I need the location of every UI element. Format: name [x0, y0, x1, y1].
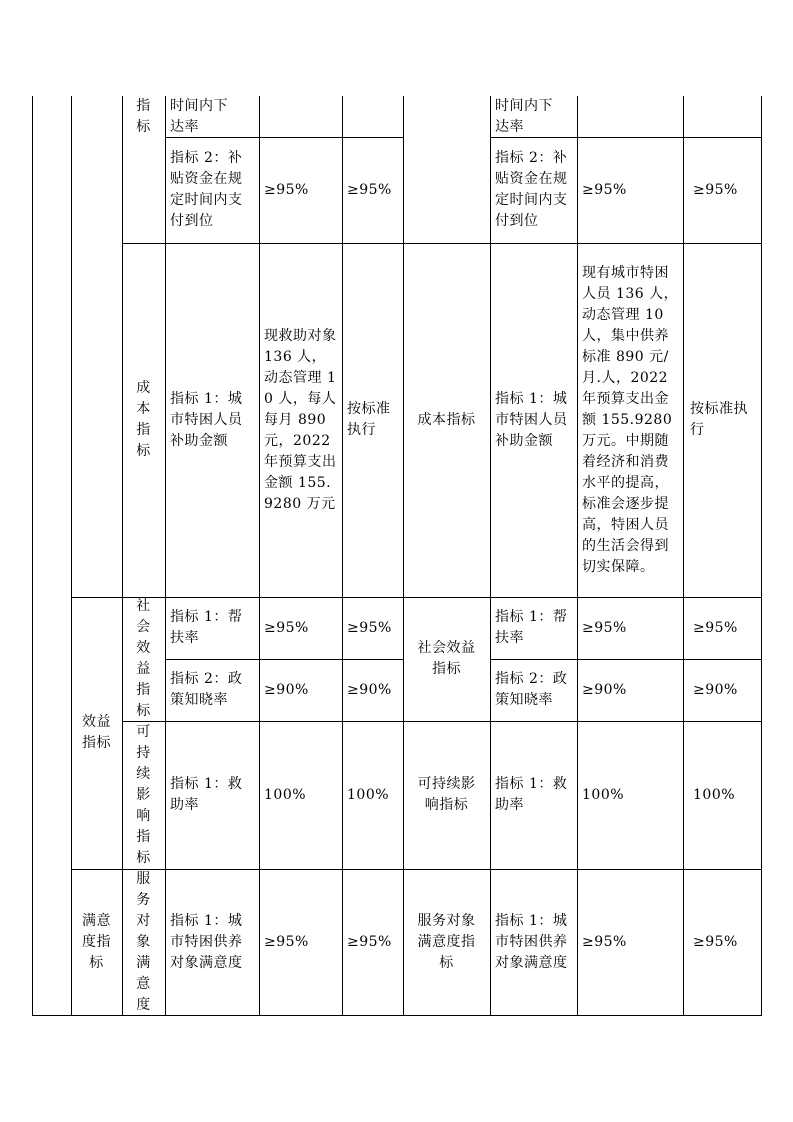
indicator-name: 指标 2：补贴资金在规定时间内支付到位 [170, 150, 243, 229]
row-top-left-name [165, 96, 259, 137]
social-row2-left-name [165, 659, 259, 721]
cost-col3 [122, 243, 165, 597]
indicator-name: 指标 2：政策知晓率 [170, 671, 243, 708]
subsidy-right-name [490, 137, 577, 243]
category-label: 成本指标 [136, 380, 151, 459]
actual-value: ≥95% [347, 619, 392, 636]
cost-right-target [577, 243, 683, 597]
category-label: 社会效益指标 [417, 640, 476, 677]
target-value: ≥90% [264, 681, 309, 698]
actual-value: ≥95% [693, 619, 738, 636]
social-row2-left-target [259, 659, 342, 721]
subsidy-left-target [259, 137, 342, 243]
cost-right-value [683, 243, 761, 597]
indicator-name: 时间内下达率 [170, 98, 228, 135]
social-mid-category [403, 597, 490, 721]
category-label: 可持续影响指标 [417, 776, 476, 813]
actual-value: 按标准执行 [690, 401, 748, 438]
sustain-left-target [259, 721, 342, 869]
sustain-right-name [490, 721, 577, 869]
social-row1-right-value [683, 597, 761, 659]
category-label: 指标 [136, 97, 151, 135]
row-top-right-name [490, 96, 577, 137]
target-value: 现有城市特困人员 136 人，动态管理 10 人，集中供养标准 890 元/月.人，2022 年预算支出金额 155.9280 万元。中期随着经济和消费水平的提高，标准会逐步提高，特困人员的生活会得到切实保障。 [582, 264, 679, 575]
target-value: 100% [582, 786, 625, 803]
social-row1-left-name [165, 597, 259, 659]
satisfaction-right-target [577, 869, 683, 1015]
sustain-left-name [165, 721, 259, 869]
satisfaction-col2 [71, 869, 122, 1015]
category-label: 服务对象满意度 [136, 870, 151, 1013]
category-label: 可持续影响指标 [136, 723, 151, 866]
indicator-name: 时间内下达率 [495, 98, 553, 135]
target-value: ≥90% [582, 681, 627, 698]
target-value: ≥95% [264, 619, 309, 636]
actual-value: ≥95% [693, 181, 738, 198]
row-top-col3 [122, 96, 165, 137]
category-label: 满意度指标 [82, 912, 111, 971]
cost-right-name [490, 243, 577, 597]
benefit-col2 [71, 597, 122, 869]
cost-left-target [259, 243, 342, 597]
social-row1-right-name [490, 597, 577, 659]
sustain-right-value [683, 721, 761, 869]
sustain-left-value [342, 721, 403, 869]
actual-value: ≥95% [347, 933, 392, 950]
social-col3 [122, 597, 165, 721]
social-row2-right-value [683, 659, 761, 721]
target-value: ≥95% [264, 181, 309, 198]
target-value: ≥95% [582, 933, 627, 950]
actual-value: ≥95% [347, 181, 392, 198]
category-label: 社会效益指标 [136, 598, 151, 719]
indicator-name: 指标 1：帮扶率 [170, 609, 243, 646]
target-value: 现救助对象 136 人，动态管理 10 人，每人每月 890 元，2022 年预算支出金额 155.9280 万元 [264, 327, 337, 512]
indicator-name: 指标 1：城市特困人员补助金额 [170, 390, 243, 449]
indicator-name: 指标 2：政策知晓率 [495, 671, 568, 708]
satisfaction-mid-category [403, 869, 490, 1015]
indicator-name: 指标 1：帮扶率 [495, 609, 568, 646]
cost-mid-category [403, 243, 490, 597]
table-border-right [761, 96, 762, 1016]
target-value: ≥95% [264, 933, 309, 950]
cost-left-value [342, 243, 403, 597]
satisfaction-right-value [683, 869, 761, 1015]
actual-value: ≥90% [347, 681, 392, 698]
indicator-name: 指标 2：补贴资金在规定时间内支付到位 [495, 150, 568, 229]
social-row2-right-name [490, 659, 577, 721]
indicator-name: 指标 1：救助率 [170, 776, 243, 813]
category-label: 效益指标 [82, 714, 111, 751]
target-value: ≥95% [582, 181, 627, 198]
social-row2-left-value [342, 659, 403, 721]
sustain-right-target [577, 721, 683, 869]
social-row1-left-value [342, 597, 403, 659]
sustain-mid-category [403, 721, 490, 869]
satisfaction-left-target [259, 869, 342, 1015]
indicator-name: 指标 1：城市特困供养对象满意度 [170, 912, 243, 971]
table-border-left [32, 96, 33, 1016]
subsidy-right-target [577, 137, 683, 243]
indicator-name: 指标 1：城市特困人员补助金额 [495, 390, 568, 449]
satisfaction-left-name [165, 869, 259, 1015]
indicator-name: 指标 1：救助率 [495, 776, 568, 813]
category-label: 成本指标 [417, 411, 476, 428]
subsidy-left-name [165, 137, 259, 243]
social-row1-left-target [259, 597, 342, 659]
actual-value: 100% [693, 786, 736, 803]
social-row1-right-target [577, 597, 683, 659]
cost-left-name [165, 243, 259, 597]
target-value: 100% [264, 786, 307, 803]
social-row2-right-target [577, 659, 683, 721]
subsidy-left-value [342, 137, 403, 243]
satisfaction-right-name [490, 869, 577, 1015]
actual-value: ≥95% [693, 933, 738, 950]
category-label: 服务对象满意度指标 [417, 912, 476, 971]
indicator-name: 指标 1：城市特困供养对象满意度 [495, 912, 568, 971]
satisfaction-left-value [342, 869, 403, 1015]
actual-value: ≥90% [693, 681, 738, 698]
actual-value: 按标准执行 [347, 401, 391, 438]
satisfaction-col3 [122, 869, 165, 1015]
target-value: ≥95% [582, 619, 627, 636]
sustain-col3 [122, 721, 165, 869]
subsidy-right-value [683, 137, 761, 243]
actual-value: 100% [347, 786, 390, 803]
